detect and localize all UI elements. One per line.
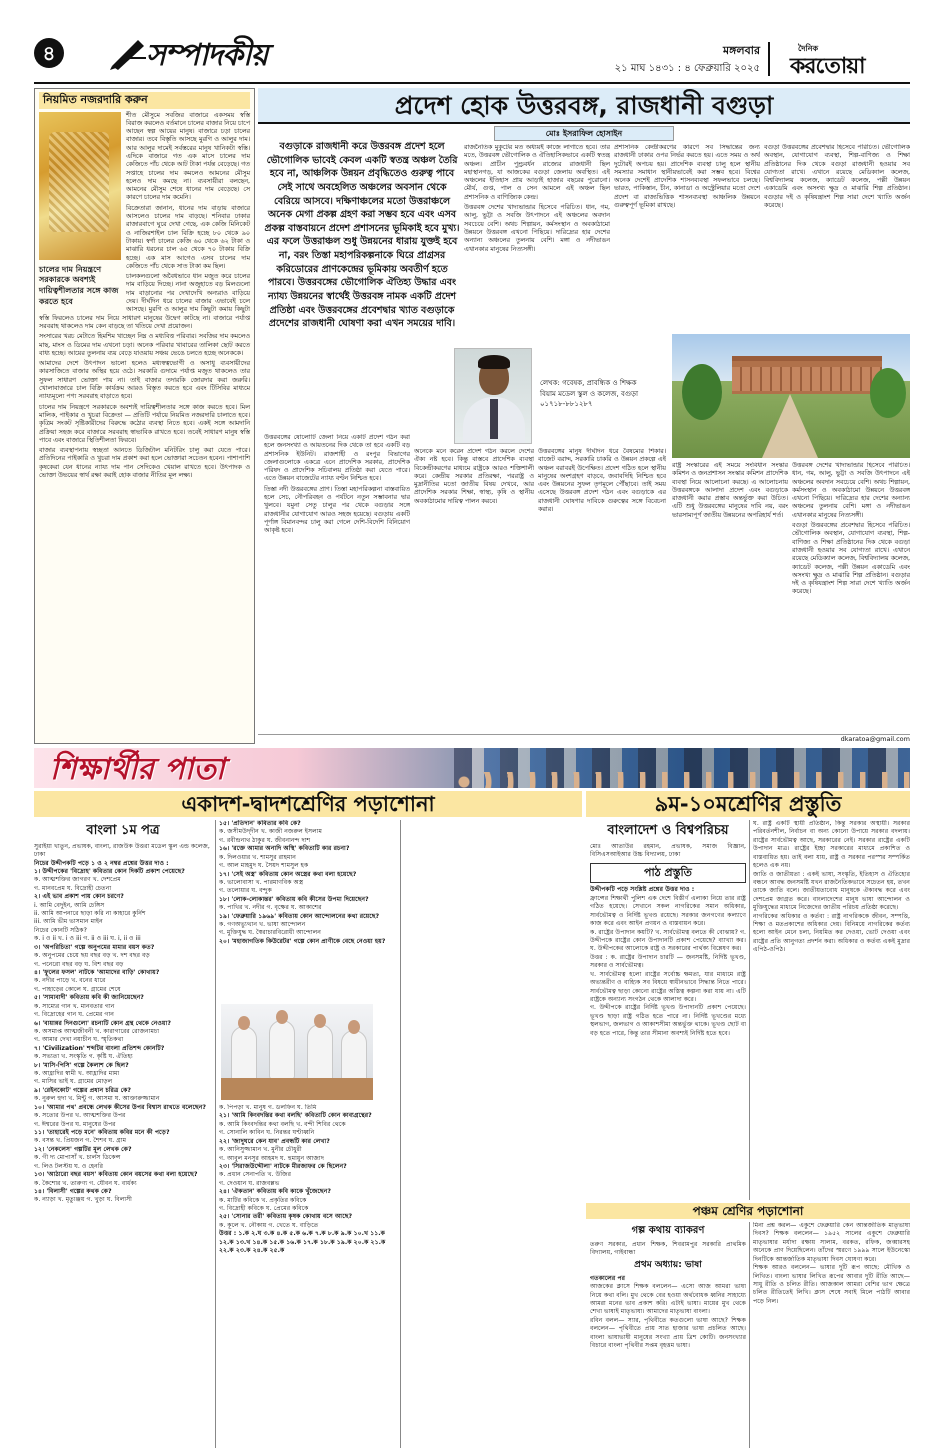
- ssc-paragraph: নাগরিকের অধিকার ও কর্তব্য : রাষ্ট্র নাগরিককে জীবন, সম্পত্তি, শিক্ষা ও মতপ্রকাশের অধিকার দেয়। বিনিময়ে নাগরিকের কর্তব্য হলো আইন মেনে চলা, নিয়মিত কর দেওয়া, ভোট দেওয়া এবং রাষ্ট্রের প্রতি আনুগত্য প্রদর্শন করা। অধিকার ও কর্তব্য একই মুদ্রার এপিঠ-ওপিঠ।: [753, 912, 910, 954]
- hsc-question-line: ক. মাটির কবিকে খ. প্রকৃতির কবিকে: [219, 1196, 307, 1204]
- hsc-question-line: ক. কৈশোর খ. তারুণ্য গ. যৌবন ঘ. বার্ধক্য: [34, 1179, 137, 1187]
- column-rule: [215, 820, 216, 1448]
- hsc-instruction: নিচের উদ্দীপকটি পড়ে ১ ও ২ নম্বর প্রশ্নের উত্তর দাও :: [34, 859, 169, 867]
- editorial-paragraph: বিক্রেতারা জানান, ধানের দাম বাড়ায় বাজারে আসলেও চালের দাম বাড়ছে। শনিবার ঢাকার রাজারবাগে ঘুরে দেখা গেছে, এক কেজি মিনিকেট ও নাজিরশাইল চাল বিক্রি হচ্ছে ৮০ থেকে ৯০ টাকায়। স্বর্ণা চালের কেজি ৬০ থেকে ৬২ টাকা ও মাঝারি ধরনের চাল ৬৫ থেকে ৭০ টাকায় বিক্রি হচ্ছে। এক মাস আগেও এসব চালের দাম কেজিতে পাঁচ থেকে সাত টাকা কম ছিল।: [126, 204, 250, 270]
- hsc-question-line: ক. বসন্ত খ. প্রিয়জন গ. শৈশব ঘ. গ্রাম: [34, 1137, 127, 1145]
- article-paragraph: উত্তরবঙ্গের মানুষ দীর্ঘদিন ধরে বৈষম্যের শিকার। বাজেট বরাদ্দ, সরকারি চাকরি ও উন্নয়ন প্রকল্পে এই অঞ্চল বরাবরই উপেক্ষিত। প্রদেশ গঠিত হলে স্থানীয় মানুষের অংশগ্রহণ বাড়বে, জবাবদিহি নিশ্চিত হবে এবং উন্নয়নের সুফল তৃণমূলে পৌঁছাবে। তাই সময় এসেছে উত্তরবঙ্গ প্রদেশ গঠন এবং বগুড়াকে এর রাজধানী ঘোষণার দাবিকে গুরুত্বের সঙ্গে বিবেচনা করার।: [538, 448, 666, 514]
- ssc-lesson: পাঠ প্রস্তুতি: [590, 863, 746, 884]
- ssc-prompt: উদ্দীপকটি পড়ে সংশ্লিষ্ট প্রশ্নের উত্তর দাও :: [590, 886, 695, 894]
- hsc-question-line: ৭। 'Civilization' শব্দটির বাংলা প্রতিশব্দ কোনটি?: [34, 1044, 165, 1052]
- students-photo: [454, 748, 910, 788]
- hsc-question-line: ক. সত্যের উপর খ. আত্মশক্তির উপর: [34, 1112, 126, 1120]
- hsc-question-line: ২২। 'জাদুঘরে কেন যাব' প্রবন্ধটি কার লেখা?: [219, 1137, 330, 1145]
- hsc-question-line: ক. সভ্যতা খ. সংস্কৃতি গ. কৃষ্টি ঘ. ঐতিহ্য: [34, 1053, 133, 1061]
- hsc-question-line: ২১। 'আমি কিংবদন্তির কথা বলছি' কবিতাটি কোন কাব্যগ্রন্থের?: [219, 1112, 372, 1120]
- hsc-question-line: ক. গণঅভ্যুত্থান খ. ভাষা আন্দোলন: [219, 921, 306, 929]
- paper-logo: করতোয়া: [790, 54, 865, 79]
- hsc-question-line: ক. আত্মশক্তির জাগরণ খ. দেশপ্রেম: [34, 876, 121, 884]
- class5-chapter: প্রথম অধ্যায়: ভাষা: [634, 1260, 702, 1271]
- hsc-question-line: ১৩। 'আঠারো বছর বয়স' কবিতায় কোন বয়সের কথা বলা হয়েছে?: [34, 1171, 198, 1179]
- hsc-question-line: ১৬। 'রক্তে আমার অনাদি অস্থি' কবিতাটি কার রচনা?: [219, 845, 350, 853]
- hsc-question-line: ৫। 'সাম্যবাদী' কবিতায় কবি কী জানিয়েছেন?: [34, 994, 144, 1002]
- article-paragraph: বগুড়া উত্তরবঙ্গের প্রবেশদ্বার হিসেবে পরিচিত। ভৌগোলিক অবস্থান, যোগাযোগ ব্যবস্থা, শিল্প-বাণিজ্য ও শিক্ষা প্রতিষ্ঠানের দিক থেকে বগুড়া রাজধানী হওয়ার সব যোগ্যতা রাখে। এখানে রয়েছে মেডিক্যাল কলেজ, বিশ্ববিদ্যালয় কলেজ, ক্যাডেট কলেজ, পল্লী উন্নয়ন একাডেমি এবং অসংখ্য ক্ষুদ্র ও মাঝারি শিল্প প্রতিষ্ঠান। বগুড়ার দই ও কৃষিযন্ত্রাংশ শিল্প সারা দেশে খ্যাতি অর্জন করেছে।: [792, 522, 910, 596]
- ssc-paragraph: গ. উদ্দীপকে রাষ্ট্রের নির্দিষ্ট ভূখণ্ড উপাদানটি প্রকাশ পেয়েছে। ভূখণ্ড ছাড়া রাষ্ট্র গঠিত হতে পারে না। নির্দিষ্ট ভূখণ্ডের মধ্যে স্থলভাগ, জলভাগ ও আকাশসীমা অন্তর্ভুক্ত থাকে। ভূখণ্ড ছোট বা বড় হতে পারে, কিন্তু তার সীমানা অবশ্যই নির্দিষ্ট হতে হবে।: [590, 1004, 746, 1037]
- hsc-question-line: উত্তর : ১.ক ২.ঘ ৩.ক ৪.ক ৫.ক ৬.ক ৭.ক ৮.ক ৯.ক ১০.খ ১১.ক ১২.ক ১৩.খ ১৪.ক ১৫.ক ১৬.ক ১৭.ক ১৮.ক ১৯.ক ২০.ক ২১.ক ২২.ক ২৩.ক ২৪.ক ২৫.ক: [219, 1230, 386, 1255]
- hsc-question-line: ক. ভালোবাসা খ. পারমাণবিক অস্ত্র: [219, 878, 304, 886]
- hsc-question-line: গ. পাহাড়ের কোলে ঘ. গ্রামের শেষে: [34, 985, 121, 993]
- hsc-question-line: ১৫। 'প্রতিদান' কবিতার কবি কে?: [219, 820, 301, 827]
- hsc-question-line: ১৯। 'ফেব্রুয়ারি ১৯৬৯' কবিতায় কোন আন্দোলনের কথা রয়েছে?: [219, 912, 380, 920]
- column-rule: [749, 820, 750, 1200]
- hsc-question-line: i. আমি বেদুইন, আমি চেঙ্গিস: [34, 901, 105, 909]
- students-banner: [34, 748, 910, 788]
- hsc-question-line: গ. মানবপ্রেম ঘ. বিদ্রোহী চেতনা: [34, 884, 112, 892]
- hsc-question-list: [219, 820, 397, 946]
- hsc-question-line: গ. লিও টলস্টয় ঘ. ও হেনরি: [34, 1162, 104, 1170]
- editorial-paragraph: আমাদের দেশে উৎপাদন ভালো হলেও মধ্যস্বত্বভোগী ও অসাধু ব্যবসায়ীদের কারসাজিতে বাজার অস্থির হয়ে ওঠে। সরকারি গুদামে পর্যাপ্ত মজুত থাকলেও তার সুফল সাধারণ ভোক্তা পায় না। তাই বাজার তদারকি জোরদার করা জরুরি। খোলাবাজারে চাল বিক্রি কার্যক্রম আরও বিস্তৃত করতে হবে এবং টিসিবির মাধ্যমে ন্যায্যমূল্যে পণ্য সরবরাহ বাড়াতে হবে।: [39, 360, 250, 401]
- article-paragraph: তিস্তা নদী উত্তরবঙ্গের প্রাণ। তিস্তা মহাপরিকল্পনা বাস্তবায়িত হলে সেচ, নৌপরিবহন ও পর্যটনে নতুন সম্ভাবনার দ্বার খুলবে। যমুনা সেতু চালুর পর থেকে বগুড়ার সঙ্গে রাজধানীর যোগাযোগ আরও সহজ হয়েছে। বগুড়ায় একটি পূর্ণাঙ্গ বিমানবন্দর চালু করা গেলে দেশি-বিদেশি বিনিয়োগ আকৃষ্ট হবে।: [264, 485, 410, 535]
- hsc-question-line: ক. i ও ii খ. i ও iii গ. ii ও iii ঘ. i, ii ও iii: [34, 935, 141, 943]
- ssc-paragraph: ক. রাষ্ট্রের উপাদান কয়টি? খ. সার্বভৌমত্ব বলতে কী বোঝায়? গ. উদ্দীপকে রাষ্ট্রের কোন উপাদানটি প্রকাশ পেয়েছে? ব্যাখ্যা কর। ঘ. উদ্দীপকের আলোকে রাষ্ট্র ও সরকারের পার্থক্য বিশ্লেষণ কর।: [590, 928, 746, 953]
- hsc-question-line: গ. আল মাহমুদ ঘ. সৈয়দ শামসুল হক: [219, 862, 309, 870]
- hsc-question-line: ক. নদীর পাড়ে খ. বনের ধারে: [34, 977, 106, 985]
- hsc-column: [404, 820, 582, 1450]
- article-column: [538, 448, 666, 732]
- hsc-question-line: ক. প্রধান সেনাপতি খ. উজির: [219, 1171, 291, 1179]
- author-photo: [454, 348, 532, 444]
- hsc-question-list: [34, 868, 212, 1205]
- article-byline: মোঃ ইসরাফিল হোসাইন: [494, 126, 674, 141]
- hsc-question-line: গ. বিদ্রোহী কবিকে ঘ. প্রেমের কবিকে: [219, 1205, 309, 1213]
- article-column: [264, 434, 410, 732]
- editorial-pullquote: চালের দাম নিয়ন্ত্রণে সরকারকে অবশ্যই দায়িত্বশীলতার সঙ্গে কাজ করতে হবে: [39, 264, 119, 306]
- hsc-question-line: ক. কূলে খ. নৌকায় গ. খেতে ঘ. বাড়িতে: [219, 1221, 319, 1229]
- hsc-question-line: ১২। 'নেকলেস' গল্পটির মূল লেখক কে?: [34, 1145, 132, 1153]
- hsc-question-line: ক. পিঁপড়া খ. মানুষ গ. ডলফিন ঘ. তিমি: [219, 1104, 317, 1111]
- pen-icon: [108, 36, 148, 70]
- mahasthangarh-photo: [672, 334, 910, 458]
- hsc-question-line: ক. সাম্যের গান খ. মানবতার গান: [34, 1002, 115, 1010]
- header-rule: [34, 82, 910, 84]
- hsc-column: [219, 820, 397, 1002]
- editorial-paragraph: চালকলগুলো অবৈধভাবে ধান মজুত করে চালের দাম বাড়িয়ে দিচ্ছে। নানা অজুহাতে বড় মিলগুলো দাম বাড়ানোর পর দেখাদেখি অন্যরাও বাড়িয়ে দেয়। দীর্ঘদিন ধরে চালের বাজার এভাবেই চলে আসছে। মুরগি ও আলুর দাম কিছুটা কমায় কিছুটা স্বস্তি ফিরলেও চালের দাম নিয়ে সাধারণ মানুষের উদ্বেগ কাটছে না। বাজারে পর্যাপ্ত সরবরাহ থাকলেও দাম কেন বাড়ছে তা খতিয়ে দেখা প্রয়োজন।: [39, 273, 250, 330]
- hsc-column: [34, 820, 212, 1450]
- hsc-section-title: একাদশ-দ্বাদশশ্রেণির পড়াশোনা: [34, 791, 582, 817]
- article-paragraph: বগুড়া উত্তরবঙ্গের প্রবেশদ্বার হিসেবে পরিচিত। ভৌগোলিক অবস্থান, যোগাযোগ ব্যবস্থা, শিল্প-বাণিজ্য ও শিক্ষা প্রতিষ্ঠানের দিক থেকে বগুড়া রাজধানী হওয়ার সব যোগ্যতা রাখে। এখানে রয়েছে মেডিক্যাল কলেজ, বিশ্ববিদ্যালয় কলেজ, ক্যাডেট কলেজ, পল্লী উন্নয়ন একাডেমি এবং অসংখ্য ক্ষুদ্র ও মাঝারি শিল্প প্রতিষ্ঠান। বগুড়ার দই ও কৃষিযন্ত্রাংশ শিল্প সারা দেশে খ্যাতি অর্জন করেছে।: [764, 144, 910, 210]
- hsc-question-line: গ. আবুল মনসুর আহমদ ঘ. হুমায়ুন আজাদ: [219, 1154, 324, 1162]
- hsc-question-line: ক. আনিসুজ্জামান খ. মুনীর চৌধুরী: [219, 1146, 302, 1154]
- ssc-column: [590, 820, 746, 1200]
- article-column: [792, 462, 910, 732]
- hsc-question-line: গ. বিদ্রোহের গান ঘ. প্রেমের গান: [34, 1011, 114, 1019]
- ssc-paragraph: জাতি ও জাতীয়তা : একই ভাষা, সংস্কৃতি, ইতিহাস ও ঐতিহ্যের বন্ধনে আবদ্ধ জনসমষ্টি যখন রাজনৈতিকভাবে সচেতন হয়, তখন তাকে জাতি বলে। জাতীয়তাবোধ মানুষকে ঐক্যবদ্ধ করে এবং দেশপ্রেম জাগ্রত করে। বাংলাদেশের মানুষ ভাষা আন্দোলন ও মুক্তিযুদ্ধের মাধ্যমে নিজেদের জাতীয় পরিচয় প্রতিষ্ঠা করেছে।: [753, 870, 910, 912]
- hsc-question-line: ২৩। 'সিরাজউদ্দৌলা' নাটকে মীরজাফর কে ছিলেন?: [219, 1162, 347, 1170]
- column-rule: [749, 1222, 750, 1448]
- hsc-question-line: ক. আমি কিংবদন্তির কথা বলছি খ. বন্দী শিবির থেকে: [219, 1120, 346, 1128]
- column-rule: [400, 820, 401, 1448]
- hsc-question-line: নিচের কোনটি সঠিক?: [34, 926, 87, 934]
- hsc-question-line: ক. জসীমউদ্‌দীন খ. কাজী নজরুল ইসলাম: [219, 828, 322, 836]
- class5-section-title: পঞ্চম শ্রেণির পড়াশোনা: [586, 1203, 910, 1219]
- article-column: [414, 448, 534, 732]
- article-paragraph: অনেকে মনে করেন প্রদেশ গঠন করলে দেশের ঐক্য নষ্ট হবে। কিন্তু বাস্তবে প্রাদেশিক ব্যবস্থা বিকেন্দ্রীকরণের মাধ্যমে রাষ্ট্রকে আরও শক্তিশালী করে। কেন্দ্রীয় সরকার প্রতিরক্ষা, পররাষ্ট্র ও মুদ্রানীতির মতো জাতীয় বিষয় দেখবে, আর প্রাদেশিক সরকার শিক্ষা, স্বাস্থ্য, কৃষি ও স্থানীয় অবকাঠামোর দায়িত্ব পালন করবে।: [414, 448, 534, 505]
- hsc-question-line: ১৮। 'লোক-লোকান্তর' কবিতায় কবি কীসের উপমা দিয়েছেন?: [219, 895, 369, 903]
- hsc-question-line: ২। এই ভাব প্রকাশ পায় কোন চরণে?: [34, 893, 124, 901]
- hsc-question-line: ৯। 'রেইনকোট' গল্পের প্রধান চরিত্র কে?: [34, 1086, 132, 1094]
- hsc-question-line: ৬। 'বায়ান্নর দিনগুলো' রচনাটি কোন গ্রন্থ থেকে নেওয়া?: [34, 1019, 171, 1027]
- rice-photo: [39, 112, 121, 260]
- article-paragraph: উত্তরবঙ্গ দেশের খাদ্যভান্ডার হিসেবে পরিচিত। ধান, গম, আলু, ভুট্টা ও সবজি উৎপাদনে এই অঞ্চলের অবদান সবচেয়ে বেশি। অথচ শিল্পায়ন, কর্মসংস্থান ও অবকাঠামো উন্নয়নে উত্তরবঙ্গ এখনো পিছিয়ে। দারিদ্র্যের হার দেশের অন্যান্য অঞ্চলের তুলনায় বেশি। মঙ্গা ও নদীভাঙন এখানকার মানুষের নিত্যসঙ্গী।: [464, 204, 610, 253]
- hsc-question-line: ১৭। 'সেই অস্ত্র' কবিতায় কোন অস্ত্রের কথা বলা হয়েছে?: [219, 870, 357, 878]
- hsc-question-line: ii. আমি আপনারে ছাড়া করি না কাহারে কুর্নিশ: [34, 910, 146, 918]
- hsc-question-line: ২৪। 'ঐকতান' কবিতায় কবি কাকে খুঁজেছেন?: [219, 1188, 331, 1196]
- hsc-question-line: ক. আহ্লাদির স্বামী খ. আহ্লাদির মামা: [34, 1070, 120, 1078]
- header-divider: [768, 42, 770, 76]
- ssc-paragraph: ঘ. রাষ্ট্র একটি স্থায়ী প্রতিষ্ঠান, কিন্তু সরকার অস্থায়ী। সরকার পরিবর্তনশীল, নির্বাচন বা অন্য কোনো উপায়ে সরকার বদলায়। রাষ্ট্রের সার্বভৌমত্ব আছে, সরকারের নেই। সরকার রাষ্ট্রের একটি উপাদান মাত্র। রাষ্ট্রের ইচ্ছা সরকারের মাধ্যমে প্রকাশিত ও বাস্তবায়িত হয়। তাই বলা যায়, রাষ্ট্র ও সরকার পরস্পর সম্পর্কিত হলেও এক নয়।: [753, 820, 910, 870]
- contact-email: dkaratoa@gmail.com: [258, 734, 910, 744]
- header-day: মঙ্গলবার: [723, 44, 760, 57]
- article-column: [764, 144, 910, 330]
- exam-hall-photo: [221, 1004, 373, 1100]
- article-headline: প্রদেশ হোক উত্তরবঙ্গ, রাজধানী বগুড়া: [258, 88, 910, 124]
- hsc-question-line: ক. ন্যাড়া খ. মৃত্যুঞ্জয় গ. খুড়া ঘ. বিলাসী: [34, 1196, 132, 1204]
- hsc-question-line: গ. তলোয়ার ঘ. বন্দুক: [219, 887, 272, 895]
- class5-column: [590, 1222, 746, 1448]
- hsc-question-line: ক. অনুপমের চেয়ে ছয় বছর বড় খ. দশ বছর বড়: [34, 952, 150, 960]
- ssc-column: [753, 820, 910, 1200]
- hsc-question-line: ২৫। 'সোনার তরী' কবিতায় কৃষক কোথায় বসে আছে?: [219, 1213, 353, 1221]
- ssc-teacher: মোঃ আতাউর রহমান, প্রভাষক, সমাজ বিজ্ঞান, বিসিএসআইআর উচ্চ বিদ্যালয়, ঢাকা: [590, 842, 746, 859]
- class5-paragraph: রবিন বলল— স্যার, পৃথিবীতে কতগুলো ভাষা আছে? শিক্ষক বললেন— পৃথিবীতে প্রায় সাত হাজার ভাষা প্রচলিত আছে। বাংলা ভাষাভাষী মানুষের সংখ্যা প্রায় ত্রিশ কোটি। জনসংখ্যার বিচারে বাংলা পৃথিবীর সপ্তম বৃহত্তম ভাষা।: [590, 1316, 746, 1350]
- students-banner-title: শিক্ষার্থীর পাতা: [50, 752, 225, 787]
- hsc-question-line: গ. মুক্তিযুদ্ধ ঘ. স্বৈরাচারবিরোধী আন্দোলন: [219, 929, 321, 937]
- author-caption: লেখক: গবেষক, প্রাবন্ধিক ও শিক্ষক বিয়াম মডেল স্কুল ও কলেজ, বগুড়া ০১৭১৮-৮৮১২৮৭: [540, 379, 639, 408]
- hsc-question-line: গ. মাসির ভাই ঘ. গ্রামের মোড়ল: [34, 1078, 113, 1086]
- class5-recap: গতকালের পর: [590, 1274, 626, 1282]
- hsc-question-line: ৮। 'মাসি-পিসি' গল্পে কৈলাশ কে ছিল?: [34, 1061, 129, 1069]
- article-paragraph: রাজনৈতিক মুকুটের মত অধ্যয়ই কাজে লাগাতে হবে। তার মতে, উত্তরবঙ্গ ভৌগোলিক ও ঐতিহাসিকভাবে একটি স্বতন্ত্র অঞ্চল। প্রাচীন পুণ্ড্রবর্ধন রাজ্যের রাজধানী ছিল মহাস্থানগড়, যা আজকের বগুড়া জেলায় অবস্থিত। এই অঞ্চলের ইতিহাস প্রায় আড়াই হাজার বছরের পুরোনো। মৌর্য, গুপ্ত, পাল ও সেন আমলে এই অঞ্চল ছিল প্রশাসনিক ও বাণিজ্যিক কেন্দ্র।: [464, 144, 610, 201]
- page-number: ৪: [34, 38, 64, 68]
- class5-paragraph: মিনা প্রশ্ন করল— একুশে ফেব্রুয়ারি কেন আন্তর্জাতিক মাতৃভাষা দিবস? শিক্ষক বললেন— ১৯৫২ সালের একুশে ফেব্রুয়ারি মাতৃভাষার মর্যাদা রক্ষায় সালাম, বরকত, রফিক, জব্বারসহ অনেকে প্রাণ দিয়েছিলেন। তাঁদের স্মরণে ১৯৯৯ সালে ইউনেস্কো দিনটিকে আন্তর্জাতিক মাতৃভাষা দিবস ঘোষণা করে।: [753, 1222, 910, 1263]
- class5-teacher: তরুণ সরকার, প্রধান শিক্ষক, শিবরামপুর সরকারি প্রাথমিক বিদ্যালয়, গাইবান্ধা: [590, 1240, 746, 1257]
- hsc-question-line: গ. পনেরো বছর বড় ঘ. বিশ বছর বড়: [34, 960, 124, 968]
- paper-tagline: দৈনিক: [798, 44, 819, 53]
- hsc-question-line: ১১। 'তাহারেই পড়ে মনে' কবিতায় কবির মনে কী পড়ে?: [34, 1129, 170, 1137]
- editorial-column: [34, 88, 255, 744]
- article-column: [464, 144, 610, 344]
- hsc-teacher: সুরাইয়া খাতুন, প্রভাষক, বাংলা, রাজউক উত্তরা মডেল স্কুল এন্ড কলেজ, ঢাকা: [34, 842, 210, 859]
- class5-paragraph: শিক্ষক আরও বললেন— ভাষার দুটি রূপ আছে: মৌখিক ও লিখিত। বাংলা ভাষার লিখিত রূপের আবার দুটি রীতি আছে— সাধু রীতি ও চলিত রীতি। আজকাল আমরা বেশির ভাগ ক্ষেত্রে চলিত রীতিতেই লিখি। ক্লাস শেষে সবাই মিলে পাঠটি আবার পড়ে নিল।: [753, 1264, 910, 1305]
- editorial-paragraph: বাজার ব্যবস্থাপনায় স্বচ্ছতা আনতে ডিজিটাল মনিটরিং চালু করা যেতে পারে। প্রতিদিনের পাইকারি ও খুচরা দাম প্রকাশ করা হলে ভোক্তারা সচেতন হবেন। পাশাপাশি কৃষকেরা যেন ধানের ন্যায্য দাম পান সেদিকেও খেয়াল রাখতে হবে। উৎপাদক ও ভোক্তা উভয়ের স্বার্থ রক্ষা করাই হোক বাজার নীতির মূল লক্ষ্য।: [39, 447, 250, 479]
- hsc-question-line: ১৪। 'বিলাসী' গল্পের কথক কে?: [34, 1187, 112, 1195]
- editorial-title: নিয়মিত নজরদারি করুন: [39, 92, 250, 109]
- article-paragraph: উত্তরবঙ্গ দেশের খাদ্যভান্ডার হিসেবে পরিচিত। ধান, গম, আলু, ভুট্টা ও সবজি উৎপাদনে এই অঞ্চলের অবদান সবচেয়ে বেশি। অথচ শিল্পায়ন, কর্মসংস্থান ও অবকাঠামো উন্নয়নে উত্তরবঙ্গ এখনো পিছিয়ে। দারিদ্র্যের হার দেশের অন্যান্য অঞ্চলের তুলনায় বেশি। মঙ্গা ও নদীভাঙন এখানকার মানুষের নিত্যসঙ্গী।: [792, 462, 910, 519]
- ssc-paragraph: খ. সার্বভৌমত্ব হলো রাষ্ট্রের সর্বোচ্চ ক্ষমতা, যার মাধ্যমে রাষ্ট্র অভ্যন্তরীণ ও বাহ্যিক সব বিষয়ে স্বাধীনভাবে সিদ্ধান্ত নিতে পারে। সার্বভৌমত্ব ছাড়া কোনো রাষ্ট্রের অস্তিত্ব কল্পনা করা যায় না। এটি রাষ্ট্রকে অন্যান্য সংগঠন থেকে আলাদা করে।: [590, 970, 746, 1003]
- hsc-question-line: ২০। 'মহাজাগতিক কিউরেটর' গল্পে কোন প্রাণীকে বেছে নেওয়া হয়?: [219, 937, 386, 945]
- hsc-column: [219, 1104, 397, 1448]
- hsc-question-line: ক. অসমাপ্ত আত্মজীবনী খ. কারাগারের রোজনামচা: [34, 1027, 160, 1035]
- hsc-question-list: [219, 1104, 397, 1256]
- hsc-question-line: ৪। 'ফুলের ফসল' নাটকে 'আমাদের বাড়ি' কোথায়?: [34, 969, 160, 976]
- ssc-section-title: ৯ম-১০মশ্রেণির প্রস্তুতি: [586, 791, 910, 817]
- article-paragraph: প্রশাসনিক কেন্দ্রীকরণের কারণে সব সিদ্ধান্তের জন্য রাজধানী ঢাকার ওপর নির্ভর করতে হয়। এতে সময় ও অর্থ দুটোরই অপচয় হয়। প্রাদেশিক ব্যবস্থা চালু হলে স্থানীয় সমস্যার সমাধান স্থানীয়ভাবেই করা সম্ভব হবে। বিশ্বের অনেক দেশেই প্রাদেশিক শাসনব্যবস্থা সফলভাবে চলছে। ভারত, পাকিস্তান, চীন, কানাডা ও অস্ট্রেলিয়ার মতো দেশে প্রদেশ বা রাজ্যভিত্তিক শাসনব্যবস্থা আঞ্চলিক উন্নয়নে গুরুত্বপূর্ণ ভূমিকা রাখছে।: [614, 144, 760, 210]
- hsc-question-line: ক. পাখির খ. নদীর গ. বৃক্ষের ঘ. আকাশের: [219, 904, 322, 912]
- article-paragraph: রাষ্ট্র সংস্কারের এই সময়ে সংবিধান সংস্কার কমিশন ও জনপ্রশাসন সংস্কার কমিশন প্রাদেশিক ব্যবস্থা নিয়ে আলোচনা করছে। এ আলোচনায় উত্তরবঙ্গকে আলাদা প্রদেশ এবং বগুড়াকে রাজধানী করার প্রস্তাব অন্তর্ভুক্ত করা উচিত। এটি শুধু উত্তরবঙ্গের মানুষের দাবি নয়, বরং ভারসাম্যপূর্ণ জাতীয় উন্নয়নের অপরিহার্য শর্ত।: [672, 462, 788, 519]
- ssc-paragraph: ফ্রান্সের শিক্ষার্থী পুলিশ এক দেশে বিস্তীর্ণ এলাকা নিয়ে তার রাষ্ট্র গঠিত হয়েছে। সেখানে সকল নাগরিকের সমান অধিকার, সার্বভৌমত্ব ও নির্দিষ্ট ভূখণ্ড রয়েছে। সরকার জনগণের কল্যাণে কাজ করে এবং আইন প্রণয়ন ও বাস্তবায়ন করে।: [590, 894, 746, 928]
- header-date: ২১ মাঘ ১৪৩১ : ৪ ফেব্রুয়ারি ২০২৫: [614, 63, 760, 74]
- hsc-question-line: iii. আমি ভীম ভাসমান মাইন: [34, 918, 103, 926]
- article-column: [672, 462, 788, 732]
- class5-column: [753, 1222, 910, 1448]
- hsc-question-line: ১০। 'আমার পথ' প্রবন্ধে লেখক কীসের উপর বিশ্বাস রাখতে বলেছেন?: [34, 1103, 207, 1111]
- main-article: [258, 88, 910, 744]
- hsc-question-line: ১। উদ্দীপকের 'বিদ্রোহ' কবিতার কোন দিকটি প্রকাশ পেয়েছে?: [34, 867, 185, 875]
- editorial-paragraph: সংসারের খরচ মেটাতে হিমশিম খাচ্ছেন নিম্ন ও মধ্যবিত্ত পরিবার। সবজির দাম কমলেও মাছ, মাংস ও ডিমের দাম এখনো চড়া। অনেক পরিবার খাবারের তালিকা ছোট করতে বাধ্য হচ্ছে। আয়ের তুলনায় ব্যয় বেড়ে যাওয়ায় সঞ্চয় ভেঙে চলতে হচ্ছে অনেককে।: [39, 333, 250, 357]
- page-header: [0, 0, 945, 90]
- hsc-question-line: গ. দেওয়ান ঘ. রাজবল্লভ: [219, 1179, 280, 1187]
- article-column: [614, 144, 760, 334]
- ssc-paragraph: উত্তর : ক. রাষ্ট্রের উপাদান চারটি — জনসমষ্টি, নির্দিষ্ট ভূখণ্ড, সরকার ও সার্বভৌমত্ব।: [590, 953, 746, 970]
- hsc-question-line: গ. আমার দেখা নয়াচীন ঘ. স্মৃতিকথা: [34, 1036, 124, 1044]
- class5-paragraph: আজকের ক্লাসে শিক্ষক বললেন— এসো আজ আমরা ভাষা নিয়ে কথা বলি। মুখ থেকে বের হওয়া অর্থবোধক ধ্বনির সাহায্যে আমরা মনের ভাব প্রকাশ করি। এটাই ভাষা। মায়ের মুখ থেকে শেখা ভাষাই মাতৃভাষা। আমাদের মাতৃভাষা বাংলা।: [590, 1283, 746, 1316]
- class5-subject: গল্প কথায় ব্যাকরণ: [631, 1225, 705, 1236]
- article-paragraph: উত্তরবঙ্গের ষোলোটি জেলা নিয়ে একটি প্রদেশ গঠন করা হলে জনসংখ্যা ও আয়তনের দিক থেকে তা হবে একটি বড় প্রশাসনিক ইউনিট। রাজশাহী ও রংপুর বিভাগের জেলাগুলোকে একত্রে এনে প্রাদেশিক সরকার, প্রাদেশিক পরিষদ ও প্রাদেশিক সচিবালয় প্রতিষ্ঠা করা যেতে পারে। এতে উন্নয়ন বাজেটের ন্যায্য বণ্টন নিশ্চিত হবে।: [264, 434, 410, 483]
- hsc-question-line: ক. নুরুল হুদা খ. মিন্টু গ. আসমা ঘ. আক্তারুজ্জামান: [34, 1095, 160, 1103]
- editorial-paragraph: চালের দাম নিয়ন্ত্রণে সরকারকে অবশ্যই দায়িত্বশীলতার সঙ্গে কাজ করতে হবে। মিল মালিক, পাইকার ও খুচরা বিক্রেতা — প্রতিটি পর্যায়ে নিয়মিত নজরদারি চালাতে হবে। কৃত্রিম সংকট সৃষ্টিকারীদের বিরুদ্ধে কঠোর ব্যবস্থা নিতে হবে। একই সঙ্গে আমদানি প্রক্রিয়া সহজ করে বাজারে সরবরাহ স্বাভাবিক রাখতে হবে। তবেই সাধারণ মানুষ স্বস্তি পাবে এবং বাজারে স্থিতিশীলতা ফিরবে।: [39, 403, 250, 444]
- hsc-question-line: গ. সোনালি কাবিন ঘ. নিরন্তর ঘণ্টাধ্বনি: [219, 1129, 315, 1137]
- ssc-subject: বাংলাদেশ ও বিশ্বপরিচয়: [607, 823, 729, 838]
- hsc-question-line: গ. ঈশ্বরের উপর ঘ. মানুষের উপর: [34, 1120, 116, 1128]
- hsc-question-line: ক. গী দ্য মোপাসাঁ খ. চার্লস ডিকেন্স: [34, 1154, 121, 1162]
- article-intro: বগুড়াকে রাজধানী করে উত্তরবঙ্গ প্রদেশ হলে ভৌগোলিক ভাবেই কেবল একটি স্বতন্ত্র অঞ্চল তৈরি হবে না, আঞ্চলিক উন্নয়ন প্রবৃদ্ধিতেও গুরুত্ব পাবে সেই সাথে অবহেলিত অঞ্চলের অবসান থেকে বেরিয়ে আসবে। দক্ষিণাঞ্চলের মতো উত্তরাঞ্চলে অনেক মেগা প্রকল্প গ্রহণ করা সম্ভব হবে এবং এসব প্রকল্প বাস্তবায়নে প্রদেশ প্রশাসনের ভূমিকাই হবে মুখ্য। এর ফলে উত্তরাঞ্চল শুধু উন্নয়নের ধারায় যুক্তই হবে না, বরং তিস্তা মহাপরিকল্পনাকে ঘিরে প্রাগ্রসর করিডোরের প্রাণকেন্দ্রের ভূমিকায় অবতীর্ণ হতে পারবে। উত্তরবঙ্গের ভৌগোলিক ঐতিহ্য উদ্ধার এবং ন্যায্য উন্নয়নের স্বার্থেই উত্তরবঙ্গ নামক একটি প্রদেশ প্রতিষ্ঠা এবং উত্তরবঙ্গের প্রবেশদ্বার খ্যাত বগুড়াকে প্রদেশের রাজধানী ঘোষণা করা এখন সময়ের দাবি।: [264, 141, 460, 330]
- hsc-question-line: গ. রবীন্দ্রনাথ ঠাকুর ঘ. জীবনানন্দ দাশ: [219, 836, 311, 844]
- section-title: সম্পাদকীয়: [146, 38, 268, 73]
- hsc-question-line: ৩। 'অপরিচিতা' গল্পে অনুপমের মামার বয়স কত?: [34, 943, 155, 951]
- editorial-paragraph: শীত মৌসুমে সবজির বাজারে একসময় স্বস্তি বিরাজ করলেও বর্তমানে চালের বাজার নিয়ে চাপে আছেন স্বল্প আয়ের মানুষ। বাজারে চড়া চালের বাজার। তবে বিস্তৃতি আসছে মুরগি ও আলুর দাম। আর আলুর দামেই সর্বস্তরের মানুষ খানিকটা স্বস্তি। এদিকে বাজারে গত এক মাসে চালের দাম কেজিতে পাঁচ থেকে আট টাকা পর্যন্ত বেড়েছে। গত সপ্তাহে চালের দাম কমলেও আমনের মৌসুম হলেও দাম কমছে না। ব্যবসায়ীরা বলছেন, আমনের মৌসুম শেষে ধানের দাম বেড়েছে। সে কারণে চালের দাম কমেনি।: [126, 111, 250, 202]
- hsc-subject: বাংলা ১ম পত্র: [86, 823, 160, 838]
- hsc-question-line: ক. দিলওয়ার খ. শামসুর রাহমান: [219, 853, 296, 861]
